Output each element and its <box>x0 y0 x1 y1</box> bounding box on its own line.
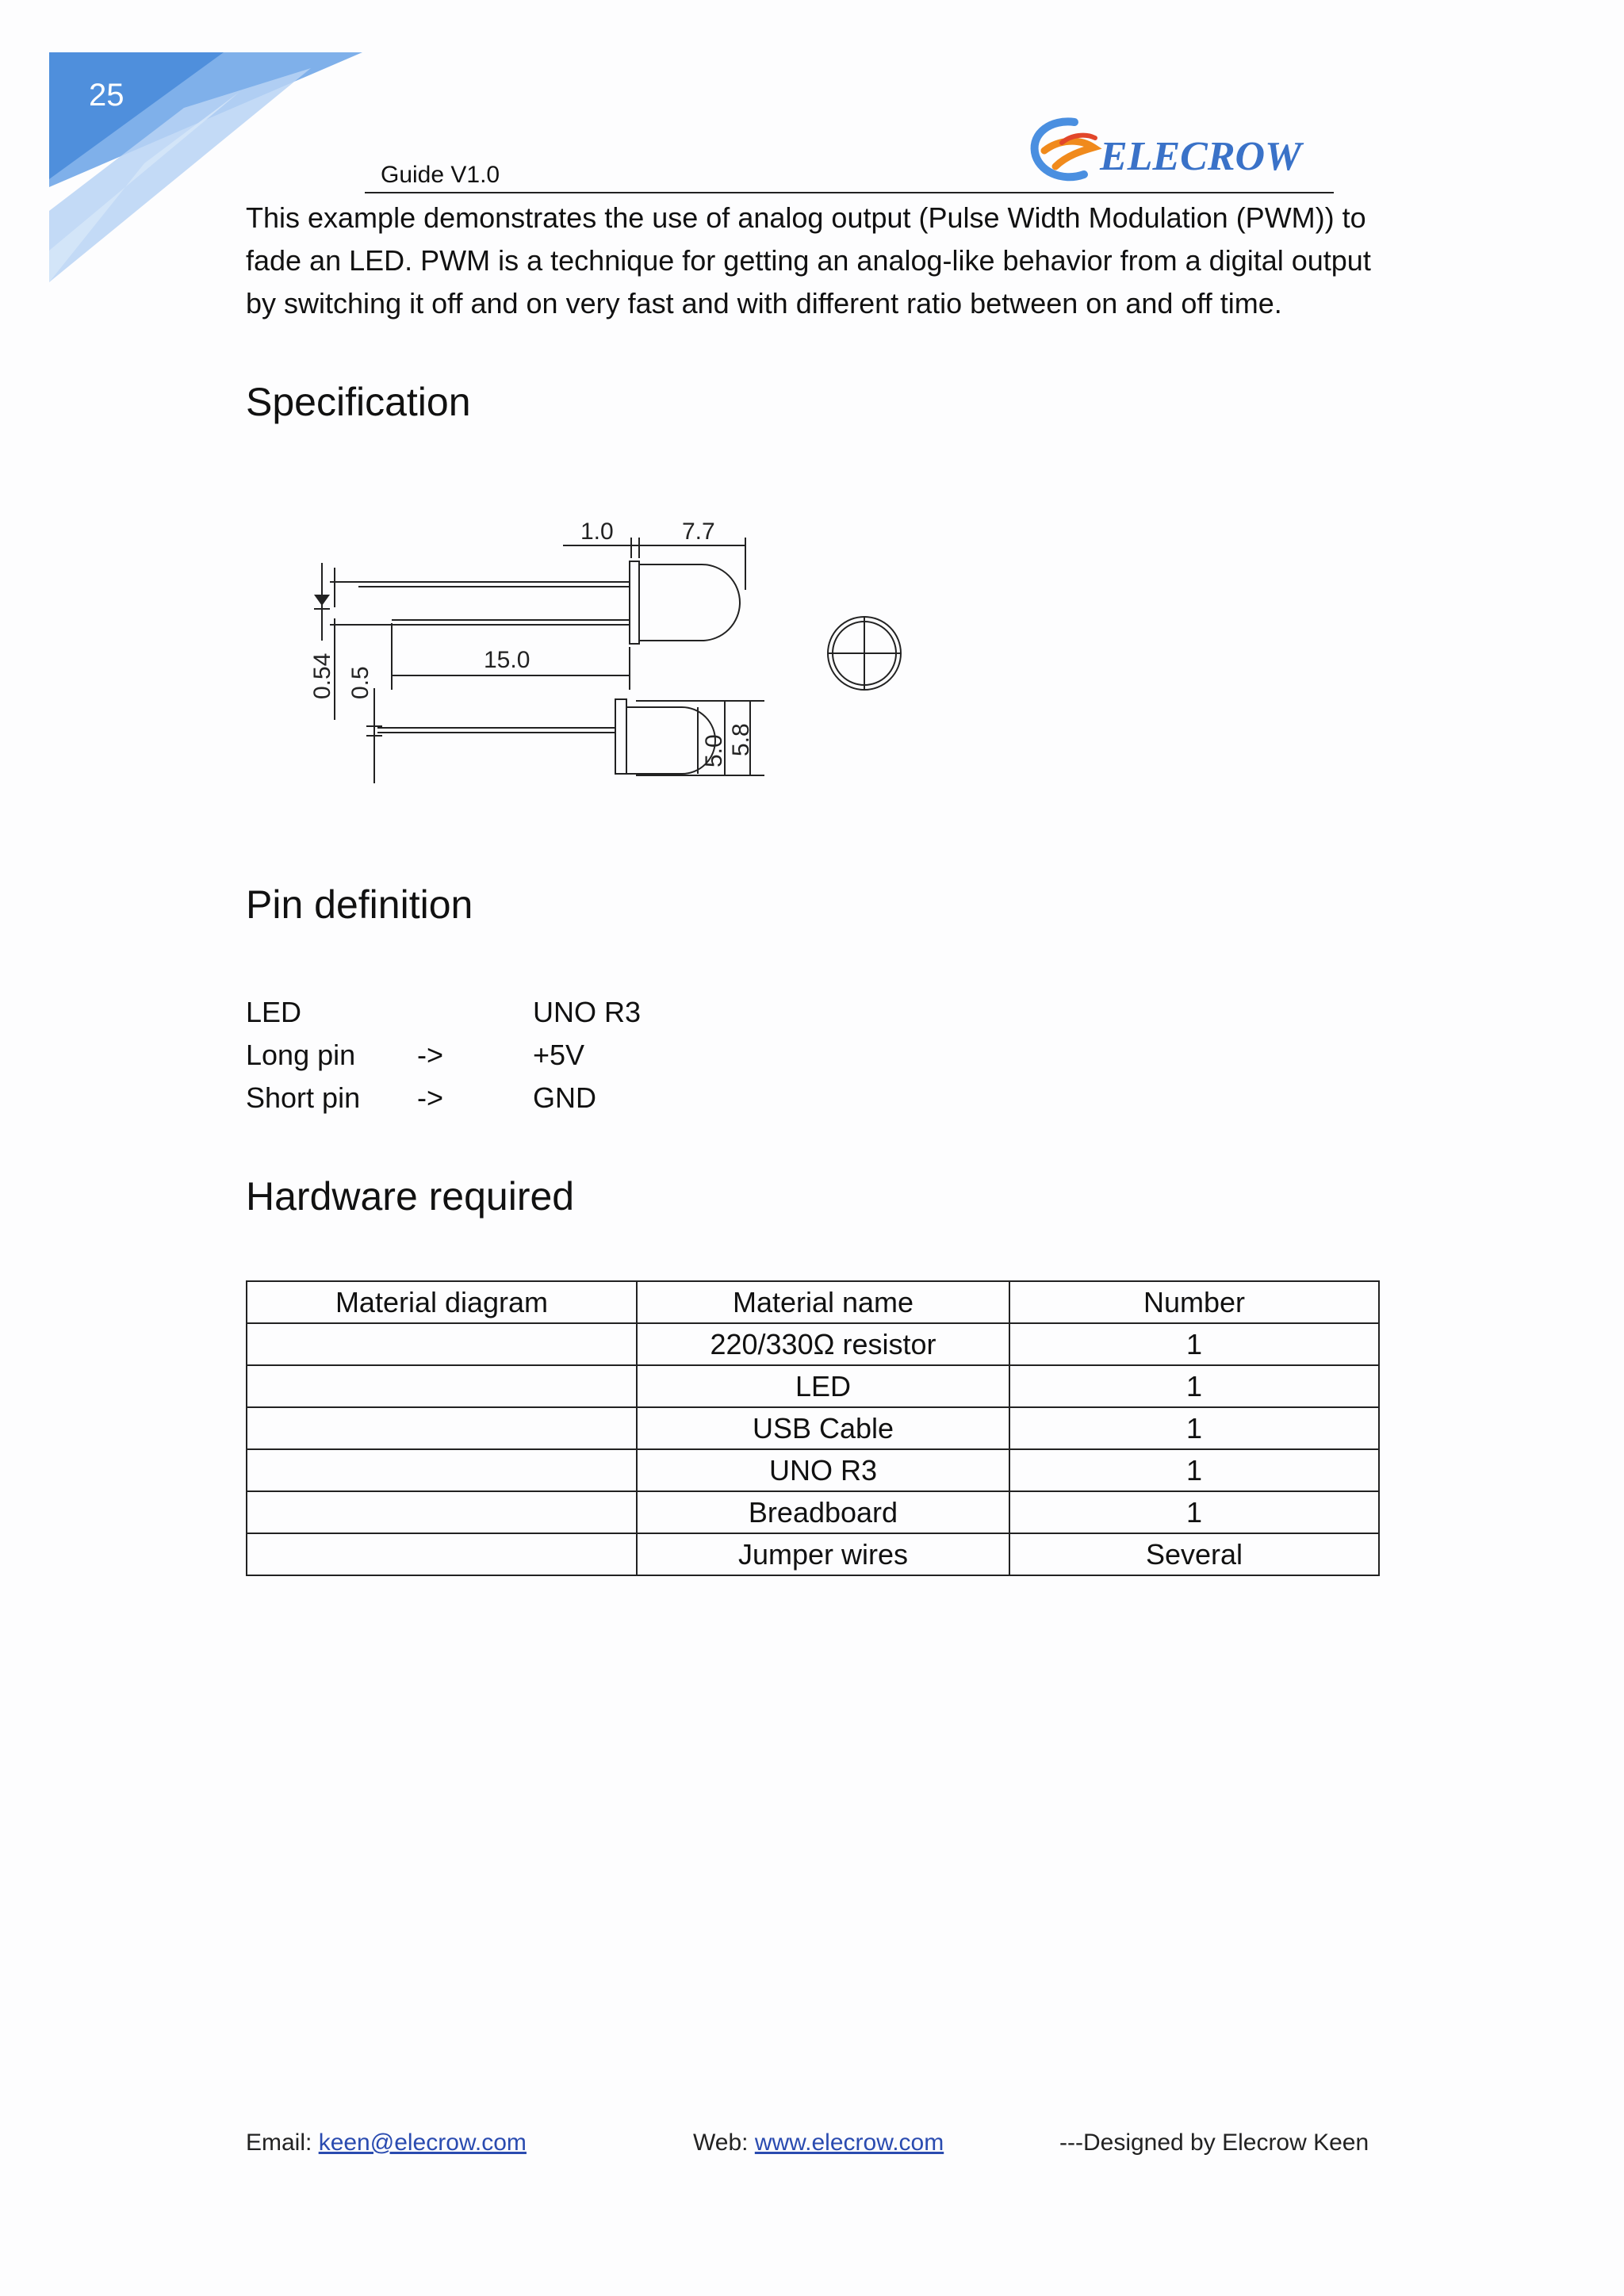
table-row <box>247 1533 1379 1575</box>
email-label: Email: <box>246 2130 319 2156</box>
pin-row-arrow: -> <box>417 1039 444 1071</box>
material-name-cell: LED <box>637 1365 1009 1407</box>
pin-header-led: LED <box>246 996 302 1028</box>
designer-name: Elecrow Keen <box>1222 2130 1369 2156</box>
intro-paragraph: This example demonstrates the use of analog output (Pulse Width Modulation (PWM)) to fade an LED. PWM is a technique for getting an analog-like behavior from a digital output by switching it off and on very fast and with different ratio between on and off time. <box>246 201 1371 320</box>
material-name-cell: 220/330Ω resistor <box>637 1323 1009 1365</box>
pin-row-label: Short pin <box>246 1081 361 1114</box>
table-row <box>247 1449 1379 1491</box>
web-label: Web: <box>693 2130 755 2156</box>
svg-text:5.8: 5.8 <box>728 723 754 756</box>
material-name-cell: USB Cable <box>637 1407 1009 1449</box>
elecrow-logo <box>1027 111 1336 190</box>
material-diagram-cell <box>247 1407 637 1449</box>
column-header-diagram: Material diagram <box>247 1281 637 1323</box>
material-diagram-cell <box>247 1365 637 1407</box>
material-number-cell: Several <box>1009 1533 1379 1575</box>
material-diagram-cell <box>247 1323 637 1365</box>
table-row <box>247 1407 1379 1449</box>
table-row <box>247 1323 1379 1365</box>
svg-text:ELECROW: ELECROW <box>1100 134 1302 179</box>
material-name-cell: UNO R3 <box>637 1449 1009 1491</box>
material-diagram-cell <box>247 1533 637 1575</box>
pin-row-target: GND <box>533 1081 596 1114</box>
material-number-cell: 1 <box>1009 1323 1379 1365</box>
page-number: 25 <box>89 78 124 113</box>
logo-swoosh-icon <box>1035 121 1095 177</box>
header-divider <box>365 192 1334 193</box>
material-number-cell: 1 <box>1009 1407 1379 1449</box>
svg-text:0.54: 0.54 <box>309 652 335 699</box>
table-row <box>247 1491 1379 1533</box>
material-number-cell: 1 <box>1009 1365 1379 1407</box>
pin-row-arrow: -> <box>417 1081 444 1114</box>
material-name-cell: Jumper wires <box>637 1533 1009 1575</box>
pin-row-label: Long pin <box>246 1039 356 1071</box>
email-link[interactable]: keen@elecrow.com <box>318 2130 527 2156</box>
svg-text:5.0: 5.0 <box>701 734 727 767</box>
table-row <box>247 1365 1379 1407</box>
footer-web <box>693 2130 944 2156</box>
led-dimension-diagram <box>270 506 920 799</box>
svg-text:7.7: 7.7 <box>682 519 715 545</box>
material-diagram-cell <box>247 1491 637 1533</box>
pin-definition-heading: Pin definition <box>246 882 473 927</box>
column-header-number: Number <box>1009 1281 1379 1323</box>
column-header-name: Material name <box>637 1281 1009 1323</box>
hardware-required-heading: Hardware required <box>246 1174 575 1219</box>
guide-version: Guide V1.0 <box>381 162 500 188</box>
pin-row-target: +5V <box>533 1039 585 1071</box>
pin-header-board: UNO R3 <box>533 996 642 1028</box>
svg-text:0.5: 0.5 <box>347 666 373 699</box>
material-name-cell: Breadboard <box>637 1491 1009 1533</box>
hardware-table <box>246 1280 1380 1576</box>
footer-designed-by <box>1059 2130 1369 2156</box>
web-link[interactable]: www.elecrow.com <box>754 2130 944 2156</box>
material-number-cell: 1 <box>1009 1491 1379 1533</box>
svg-text:15.0: 15.0 <box>484 647 530 673</box>
material-diagram-cell <box>247 1449 637 1491</box>
specification-heading: Specification <box>246 380 471 424</box>
svg-text:1.0: 1.0 <box>580 519 614 545</box>
material-number-cell: 1 <box>1009 1449 1379 1491</box>
footer-email <box>246 2130 527 2156</box>
designed-prefix: ---Designed by <box>1059 2130 1223 2156</box>
table-header-row <box>247 1281 1379 1323</box>
